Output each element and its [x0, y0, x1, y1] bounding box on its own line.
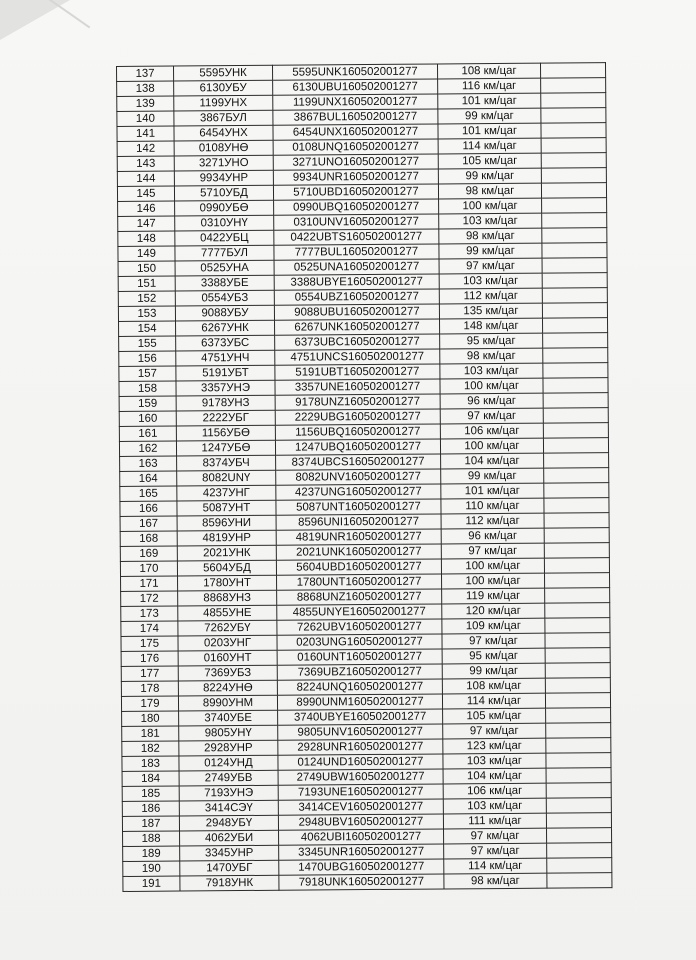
- row-number-cell: 174: [121, 621, 178, 636]
- record-code-cell: 5604UBD160502001277: [276, 559, 441, 575]
- speed-value-cell: 114 км/цаг: [442, 693, 545, 709]
- speed-value-cell: 112 км/цаг: [441, 513, 544, 529]
- speed-value-cell: 108 км/цаг: [437, 63, 540, 79]
- row-number-cell: 147: [118, 216, 175, 231]
- record-code-cell: 1156UBQ160502001277: [275, 424, 440, 440]
- speed-value-cell: 99 км/цаг: [438, 168, 541, 184]
- plate-number-cell: 1156УБӨ: [176, 425, 275, 441]
- record-code-cell: 5087UNT160502001277: [276, 499, 441, 515]
- speed-value-cell: 98 км/цаг: [440, 348, 543, 364]
- row-number-cell: 142: [117, 141, 174, 156]
- empty-cell: [544, 513, 609, 529]
- plate-number-cell: 9178УНЗ: [176, 395, 275, 411]
- row-number-cell: 187: [122, 816, 179, 831]
- record-code-cell: 0108UNQ160502001277: [273, 139, 438, 155]
- empty-cell: [541, 183, 606, 199]
- row-number-cell: 146: [118, 201, 175, 216]
- row-number-cell: 151: [118, 276, 175, 291]
- plate-number-cell: 0525УНА: [175, 260, 274, 276]
- plate-number-cell: 0124УНД: [179, 755, 278, 771]
- row-number-cell: 145: [117, 186, 174, 201]
- record-code-cell: 8596UNI160502001277: [276, 514, 441, 530]
- empty-cell: [542, 198, 607, 214]
- plate-number-cell: 3740УБЕ: [179, 710, 278, 726]
- row-number-cell: 164: [120, 471, 177, 486]
- empty-cell: [543, 438, 608, 454]
- plate-number-cell: 8224УНӨ: [178, 680, 277, 696]
- empty-cell: [543, 393, 608, 409]
- row-number-cell: 182: [122, 741, 179, 756]
- plate-number-cell: 6130УБУ: [174, 80, 273, 96]
- empty-cell: [542, 213, 607, 229]
- plate-number-cell: 1247УБӨ: [176, 440, 275, 456]
- empty-cell: [545, 648, 610, 664]
- plate-number-cell: 0310УНҮ: [175, 215, 274, 231]
- record-code-cell: 7193UNE160502001277: [278, 784, 443, 800]
- speed-value-cell: 114 км/цаг: [438, 138, 541, 154]
- record-code-cell: 0310UNV160502001277: [274, 214, 439, 230]
- speed-value-cell: 105 км/цаг: [438, 153, 541, 169]
- record-code-cell: 6267UNK160502001277: [275, 319, 440, 335]
- speed-value-cell: 103 км/цаг: [443, 798, 546, 814]
- speed-value-cell: 114 км/цаг: [444, 858, 547, 874]
- record-code-cell: 5710UBD160502001277: [273, 184, 438, 200]
- empty-cell: [546, 738, 611, 754]
- row-number-cell: 156: [119, 351, 176, 366]
- record-code-cell: 0525UNA160502001277: [274, 259, 439, 275]
- speed-value-cell: 104 км/цаг: [443, 768, 546, 784]
- speed-value-cell: 95 км/цаг: [442, 648, 545, 664]
- row-number-cell: 173: [121, 606, 178, 621]
- speed-value-cell: 97 км/цаг: [444, 828, 547, 844]
- speed-value-cell: 100 км/цаг: [440, 438, 543, 454]
- record-code-cell: 1470UBG160502001277: [279, 859, 444, 875]
- speed-value-cell: 101 км/цаг: [438, 93, 541, 109]
- empty-cell: [544, 543, 609, 559]
- empty-cell: [540, 63, 605, 79]
- row-number-cell: 191: [123, 876, 180, 891]
- speed-value-cell: 112 км/цаг: [439, 288, 542, 304]
- row-number-cell: 140: [117, 111, 174, 126]
- record-code-cell: 6130UBU160502001277: [273, 79, 438, 95]
- row-number-cell: 181: [122, 726, 179, 741]
- plate-number-cell: 3388УБЕ: [175, 275, 274, 291]
- speed-value-cell: 106 км/цаг: [443, 783, 546, 799]
- row-number-cell: 167: [120, 516, 177, 531]
- empty-cell: [542, 288, 607, 304]
- empty-cell: [542, 303, 607, 319]
- speed-value-cell: 99 км/цаг: [438, 108, 541, 124]
- row-number-cell: 171: [121, 576, 178, 591]
- record-code-cell: 4751UNCS160502001277: [275, 349, 440, 365]
- speed-value-cell: 103 км/цаг: [443, 753, 546, 769]
- plate-number-cell: 4237УНГ: [177, 485, 276, 501]
- row-number-cell: 180: [122, 711, 179, 726]
- speed-value-cell: 100 км/цаг: [441, 573, 544, 589]
- record-code-cell: 9934UNR160502001277: [273, 169, 438, 185]
- table-row: [123, 873, 612, 892]
- empty-cell: [543, 378, 608, 394]
- row-number-cell: 163: [120, 456, 177, 471]
- plate-number-cell: 2928УНР: [179, 740, 278, 756]
- plate-number-cell: 2222УБГ: [176, 410, 275, 426]
- row-number-cell: 178: [121, 681, 178, 696]
- plate-number-cell: 8374УБЧ: [177, 455, 276, 471]
- row-number-cell: 155: [119, 336, 176, 351]
- speed-value-cell: 101 км/цаг: [441, 483, 544, 499]
- record-code-cell: 5595UNK160502001277: [272, 64, 437, 80]
- row-number-cell: 141: [117, 126, 174, 141]
- speed-value-cell: 97 км/цаг: [439, 258, 542, 274]
- speed-value-cell: 120 км/цаг: [442, 603, 545, 619]
- empty-cell: [545, 588, 610, 604]
- plate-number-cell: 8990УНМ: [178, 695, 277, 711]
- empty-cell: [547, 843, 612, 859]
- plate-number-cell: 4062УБИ: [180, 830, 279, 846]
- empty-cell: [545, 678, 610, 694]
- record-code-cell: 7777BUL160502001277: [274, 244, 439, 260]
- row-number-cell: 179: [121, 696, 178, 711]
- plate-number-cell: 6373УБС: [176, 335, 275, 351]
- record-code-cell: 7369UBZ160502001277: [277, 664, 442, 680]
- speed-value-cell: 97 км/цаг: [442, 633, 545, 649]
- speed-value-cell: 103 км/цаг: [439, 213, 542, 229]
- row-number-cell: 144: [117, 171, 174, 186]
- plate-number-cell: 3414СЭҮ: [179, 800, 278, 816]
- row-number-cell: 165: [120, 486, 177, 501]
- plate-number-cell: 2021УНК: [177, 545, 276, 561]
- record-code-cell: 4819UNR160502001277: [276, 529, 441, 545]
- speed-value-cell: 97 км/цаг: [441, 543, 544, 559]
- speed-violation-table: [116, 62, 612, 892]
- record-code-cell: 8990UNM160502001277: [277, 694, 442, 710]
- empty-cell: [543, 408, 608, 424]
- speed-value-cell: 123 км/цаг: [443, 738, 546, 754]
- empty-cell: [541, 108, 606, 124]
- row-number-cell: 154: [119, 321, 176, 336]
- row-number-cell: 153: [118, 306, 175, 321]
- empty-cell: [545, 603, 610, 619]
- row-number-cell: 168: [120, 531, 177, 546]
- plate-number-cell: 8868УНЗ: [178, 590, 277, 606]
- empty-cell: [545, 618, 610, 634]
- record-code-cell: 6373UBC160502001277: [275, 334, 440, 350]
- empty-cell: [546, 783, 611, 799]
- empty-cell: [547, 873, 612, 889]
- record-code-cell: 0124UND160502001277: [278, 754, 443, 770]
- plate-number-cell: 8596УНИ: [177, 515, 276, 531]
- speed-value-cell: 101 км/цаг: [438, 123, 541, 139]
- record-code-cell: 6454UNX160502001277: [273, 124, 438, 140]
- empty-cell: [544, 468, 609, 484]
- record-code-cell: 2229UBG160502001277: [275, 409, 440, 425]
- plate-number-cell: 1780УНТ: [178, 575, 277, 591]
- row-number-cell: 175: [121, 636, 178, 651]
- record-code-cell: 2749UBW160502001277: [278, 769, 443, 785]
- record-code-cell: 3867BUL160502001277: [273, 109, 438, 125]
- speed-value-cell: 103 км/цаг: [440, 363, 543, 379]
- empty-cell: [541, 153, 606, 169]
- row-number-cell: 177: [121, 666, 178, 681]
- record-code-cell: 2928UNR160502001277: [278, 739, 443, 755]
- record-code-cell: 4855UNYE160502001277: [277, 604, 442, 620]
- record-code-cell: 4062UBI160502001277: [279, 829, 444, 845]
- speed-value-cell: 98 км/цаг: [438, 183, 541, 199]
- plate-number-cell: 4751УНЧ: [176, 350, 275, 366]
- plate-number-cell: 5710УБД: [174, 185, 273, 201]
- speed-value-cell: 100 км/цаг: [440, 378, 543, 394]
- table-body: [117, 63, 612, 892]
- record-code-cell: 9178UNZ160502001277: [275, 394, 440, 410]
- speed-value-cell: 95 км/цаг: [440, 333, 543, 349]
- row-number-cell: 157: [119, 366, 176, 381]
- speed-value-cell: 148 км/цаг: [439, 318, 542, 334]
- row-number-cell: 158: [119, 381, 176, 396]
- plate-number-cell: 1199УНХ: [174, 95, 273, 111]
- row-number-cell: 152: [118, 291, 175, 306]
- speed-value-cell: 103 км/цаг: [439, 273, 542, 289]
- row-number-cell: 176: [121, 651, 178, 666]
- empty-cell: [541, 123, 606, 139]
- plate-number-cell: 7369УБЗ: [178, 665, 277, 681]
- empty-cell: [546, 798, 611, 814]
- empty-cell: [541, 138, 606, 154]
- plate-number-cell: 0160УНТ: [178, 650, 277, 666]
- plate-number-cell: 0108УНӨ: [174, 140, 273, 156]
- row-number-cell: 160: [119, 411, 176, 426]
- record-code-cell: 1247UBQ160502001277: [275, 439, 440, 455]
- empty-cell: [544, 483, 609, 499]
- empty-cell: [546, 828, 611, 844]
- plate-number-cell: 7262УБҮ: [178, 620, 277, 636]
- plate-number-cell: 6267УНК: [176, 320, 275, 336]
- record-code-cell: 0422UBTS160502001277: [274, 229, 439, 245]
- empty-cell: [543, 423, 608, 439]
- row-number-cell: 159: [119, 396, 176, 411]
- row-number-cell: 138: [117, 81, 174, 96]
- record-code-cell: 8868UNZ160502001277: [277, 589, 442, 605]
- record-code-cell: 0203UNG160502001277: [277, 634, 442, 650]
- plate-number-cell: 7918УНК: [180, 875, 279, 891]
- empty-cell: [542, 273, 607, 289]
- speed-value-cell: 106 км/цаг: [440, 423, 543, 439]
- plate-number-cell: 3867БУЛ: [174, 110, 273, 126]
- speed-value-cell: 97 км/цаг: [440, 408, 543, 424]
- record-code-cell: 7918UNK160502001277: [279, 874, 444, 890]
- empty-cell: [542, 258, 607, 274]
- speed-value-cell: 104 км/цаг: [441, 453, 544, 469]
- empty-cell: [541, 168, 606, 184]
- plate-number-cell: 7777БУЛ: [175, 245, 274, 261]
- row-number-cell: 188: [123, 831, 180, 846]
- plate-number-cell: 2749УБВ: [179, 770, 278, 786]
- empty-cell: [544, 453, 609, 469]
- speed-value-cell: 97 км/цаг: [444, 843, 547, 859]
- empty-cell: [543, 363, 608, 379]
- plate-number-cell: 0203УНГ: [178, 635, 277, 651]
- plate-number-cell: 0990УБӨ: [175, 200, 274, 216]
- plate-number-cell: 5191УБТ: [176, 365, 275, 381]
- record-code-cell: 1199UNX160502001277: [273, 94, 438, 110]
- row-number-cell: 185: [122, 786, 179, 801]
- empty-cell: [544, 528, 609, 544]
- record-code-cell: 3357UNE160502001277: [275, 379, 440, 395]
- speed-value-cell: 97 км/цаг: [443, 723, 546, 739]
- speed-value-cell: 98 км/цаг: [444, 873, 547, 889]
- empty-cell: [546, 768, 611, 784]
- plate-number-cell: 7193УНЭ: [179, 785, 278, 801]
- speed-value-cell: 99 км/цаг: [439, 243, 542, 259]
- record-code-cell: 0554UBZ160502001277: [274, 289, 439, 305]
- speed-value-cell: 99 км/цаг: [441, 468, 544, 484]
- record-code-cell: 0990UBQ160502001277: [274, 199, 439, 215]
- record-code-cell: 3345UNR160502001277: [279, 844, 444, 860]
- speed-value-cell: 110 км/цаг: [441, 498, 544, 514]
- plate-number-cell: 4855УНЕ: [178, 605, 277, 621]
- plate-number-cell: 5604УБД: [177, 560, 276, 576]
- record-code-cell: 8374UBCS160502001277: [276, 454, 441, 470]
- empty-cell: [543, 348, 608, 364]
- plate-number-cell: 1470УБГ: [180, 860, 279, 876]
- plate-number-cell: 9934УНР: [174, 170, 273, 186]
- empty-cell: [542, 228, 607, 244]
- speed-value-cell: 116 км/цаг: [438, 78, 541, 94]
- plate-number-cell: 3357УНЭ: [176, 380, 275, 396]
- plate-number-cell: 0554УБЗ: [175, 290, 274, 306]
- speed-value-cell: 109 км/цаг: [442, 618, 545, 634]
- row-number-cell: 161: [119, 426, 176, 441]
- record-code-cell: 9088UBU160502001277: [274, 304, 439, 320]
- speed-value-cell: 135 км/цаг: [439, 303, 542, 319]
- empty-cell: [542, 243, 607, 259]
- row-number-cell: 150: [118, 261, 175, 276]
- row-number-cell: 172: [121, 591, 178, 606]
- record-code-cell: 0160UNT160502001277: [277, 649, 442, 665]
- empty-cell: [545, 693, 610, 709]
- record-code-cell: 8224UNQ160502001277: [277, 679, 442, 695]
- plate-number-cell: 5595УНК: [174, 65, 273, 81]
- row-number-cell: 143: [117, 156, 174, 171]
- record-code-cell: 7262UBV160502001277: [277, 619, 442, 635]
- empty-cell: [541, 78, 606, 94]
- empty-cell: [545, 663, 610, 679]
- plate-number-cell: 6454УНХ: [174, 125, 273, 141]
- empty-cell: [546, 708, 611, 724]
- speed-value-cell: 96 км/цаг: [441, 528, 544, 544]
- speed-value-cell: 100 км/цаг: [439, 198, 542, 214]
- row-number-cell: 190: [123, 861, 180, 876]
- plate-number-cell: 9088УБУ: [175, 305, 274, 321]
- plate-number-cell: 3271УНО: [174, 155, 273, 171]
- empty-cell: [544, 498, 609, 514]
- row-number-cell: 184: [122, 771, 179, 786]
- row-number-cell: 148: [118, 231, 175, 246]
- row-number-cell: 186: [122, 801, 179, 816]
- record-code-cell: 3388UBYE160502001277: [274, 274, 439, 290]
- row-number-cell: 189: [123, 846, 180, 861]
- empty-cell: [546, 723, 611, 739]
- empty-cell: [541, 93, 606, 109]
- empty-cell: [544, 558, 609, 574]
- record-code-cell: 2948UBV160502001277: [278, 814, 443, 830]
- record-code-cell: 8082UNV160502001277: [276, 469, 441, 485]
- empty-cell: [545, 633, 610, 649]
- record-code-cell: 5191UBT160502001277: [275, 364, 440, 380]
- row-number-cell: 137: [117, 66, 174, 81]
- plate-number-cell: 9805УНҮ: [179, 725, 278, 741]
- plate-number-cell: 0422УБЦ: [175, 230, 274, 246]
- row-number-cell: 183: [122, 756, 179, 771]
- speed-value-cell: 105 км/цаг: [443, 708, 546, 724]
- speed-value-cell: 99 км/цаг: [442, 663, 545, 679]
- empty-cell: [543, 333, 608, 349]
- speed-value-cell: 111 км/цаг: [443, 813, 546, 829]
- speed-value-cell: 119 км/цаг: [442, 588, 545, 604]
- row-number-cell: 149: [118, 246, 175, 261]
- record-code-cell: 4237UNG160502001277: [276, 484, 441, 500]
- plate-number-cell: 3345УНР: [180, 845, 279, 861]
- empty-cell: [546, 753, 611, 769]
- row-number-cell: 169: [120, 546, 177, 561]
- plate-number-cell: 5087УНТ: [177, 500, 276, 516]
- speed-value-cell: 108 км/цаг: [442, 678, 545, 694]
- row-number-cell: 170: [120, 561, 177, 576]
- plate-number-cell: 8082UNҮ: [177, 470, 276, 486]
- speed-value-cell: 96 км/цаг: [440, 393, 543, 409]
- plate-number-cell: 2948УБҮ: [179, 815, 278, 831]
- record-code-cell: 3271UNO160502001277: [273, 154, 438, 170]
- speed-value-cell: 100 км/цаг: [441, 558, 544, 574]
- row-number-cell: 139: [117, 96, 174, 111]
- record-code-cell: 2021UNK160502001277: [276, 544, 441, 560]
- row-number-cell: 162: [119, 441, 176, 456]
- record-code-cell: 1780UNT160502001277: [277, 574, 442, 590]
- speed-value-cell: 98 км/цаг: [439, 228, 542, 244]
- empty-cell: [547, 858, 612, 874]
- empty-cell: [544, 573, 609, 589]
- record-code-cell: 9805UNV160502001277: [278, 724, 443, 740]
- row-number-cell: 166: [120, 501, 177, 516]
- record-code-cell: 3740UBYE160502001277: [278, 709, 443, 725]
- empty-cell: [542, 318, 607, 334]
- plate-number-cell: 4819УНР: [177, 530, 276, 546]
- empty-cell: [546, 813, 611, 829]
- record-code-cell: 3414CEV160502001277: [278, 799, 443, 815]
